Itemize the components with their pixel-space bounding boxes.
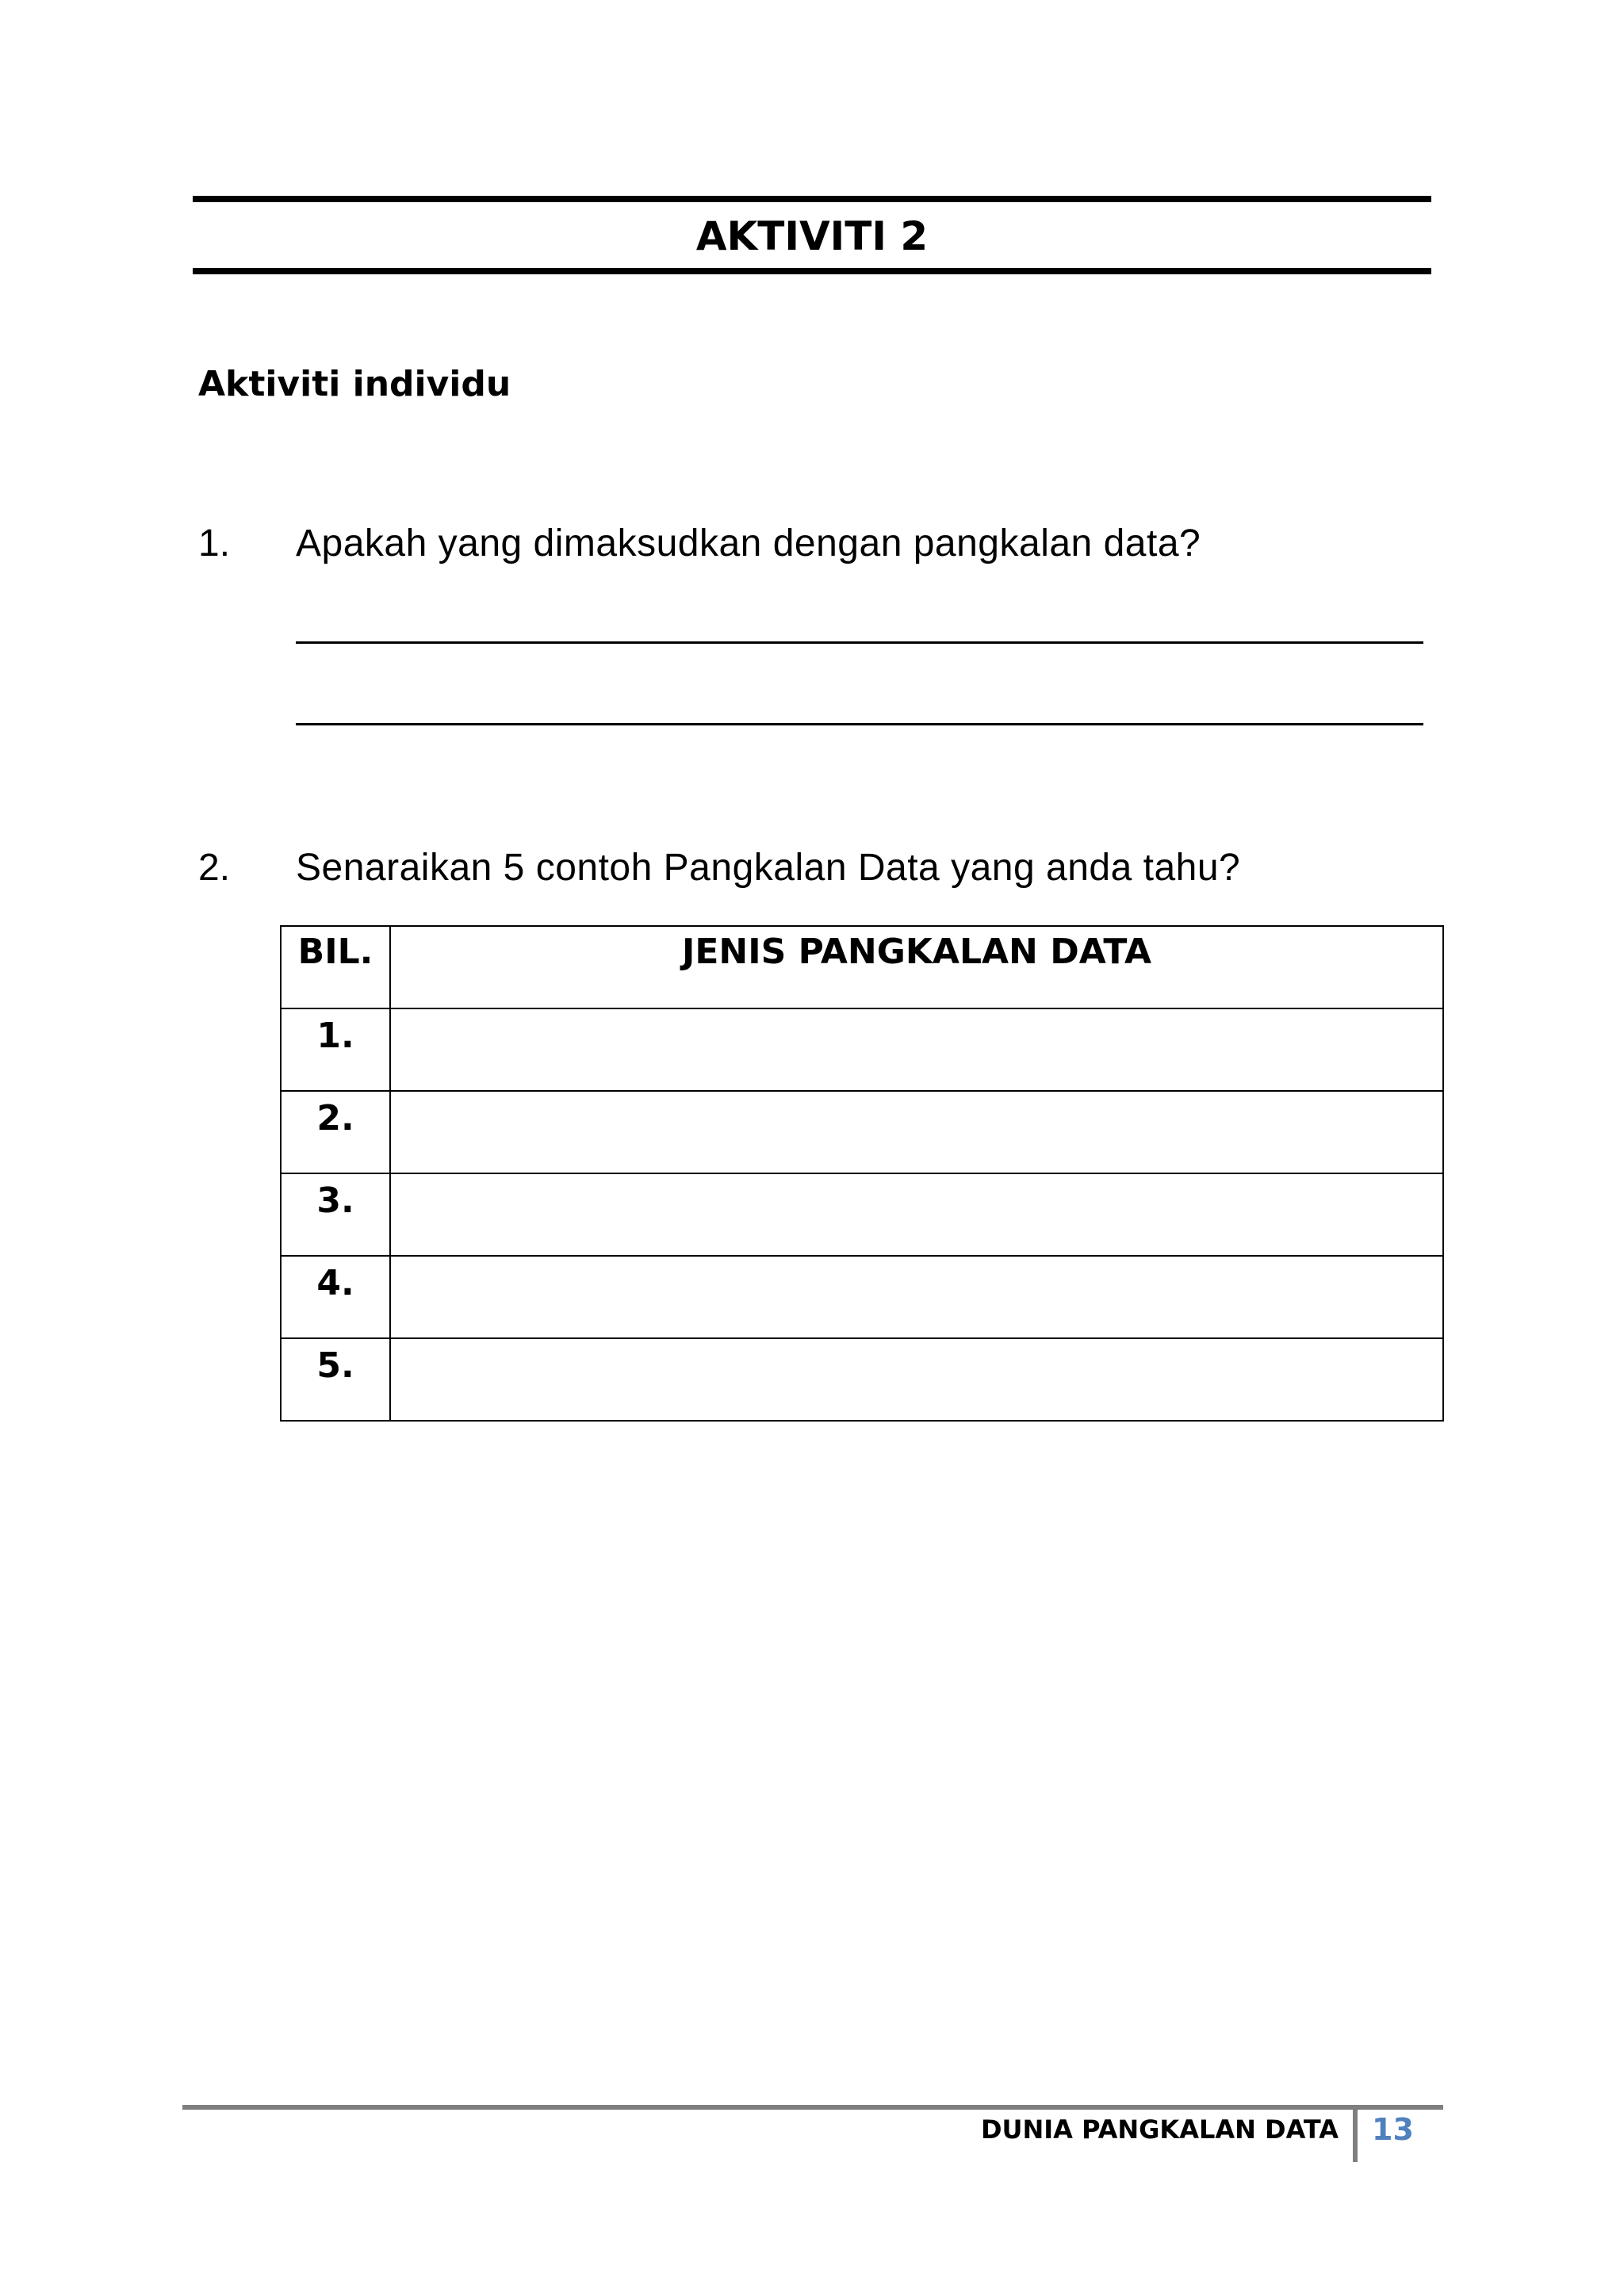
database-list-table (280, 925, 1444, 1422)
question-2-number: 2. (198, 847, 231, 889)
table-header-row (281, 926, 1443, 1008)
table-cell-bil: 1. (281, 1008, 390, 1091)
table-row (281, 1091, 1443, 1173)
question-1-text: Apakah yang dimaksudkan dengan pangkalan data? (296, 522, 1201, 564)
table-cell-bil: 5. (281, 1338, 390, 1421)
page-number: 13 (1372, 2112, 1414, 2147)
table-header-bil: BIL. (281, 926, 390, 1008)
question-1-number: 1. (198, 522, 231, 564)
page-title: AKTIVITI 2 (695, 213, 929, 259)
footer-divider (1353, 2110, 1358, 2162)
section-subheading: Aktiviti individu (198, 364, 511, 404)
question-2-text: Senaraikan 5 contoh Pangkalan Data yang anda tahu? (296, 847, 1241, 889)
title-rule-top (193, 196, 1431, 202)
table-cell-bil: 3. (281, 1173, 390, 1256)
table-cell-bil: 4. (281, 1256, 390, 1338)
table-cell-jenis[interactable] (390, 1338, 1443, 1421)
table-cell-bil: 2. (281, 1091, 390, 1173)
title-rule-bottom (193, 268, 1431, 274)
table-cell-jenis[interactable] (390, 1256, 1443, 1338)
answer-line[interactable] (296, 723, 1423, 725)
table-cell-jenis[interactable] (390, 1091, 1443, 1173)
footer-title: DUNIA PANGKALAN DATA (980, 2114, 1339, 2145)
table-row (281, 1008, 1443, 1091)
answer-line[interactable] (296, 641, 1423, 644)
table-cell-jenis[interactable] (390, 1173, 1443, 1256)
table-row (281, 1256, 1443, 1338)
table-row (281, 1173, 1443, 1256)
table-cell-jenis[interactable] (390, 1008, 1443, 1091)
table-row (281, 1338, 1443, 1421)
table-header-jenis: JENIS PANGKALAN DATA (390, 926, 1443, 1008)
footer-rule (182, 2105, 1443, 2110)
